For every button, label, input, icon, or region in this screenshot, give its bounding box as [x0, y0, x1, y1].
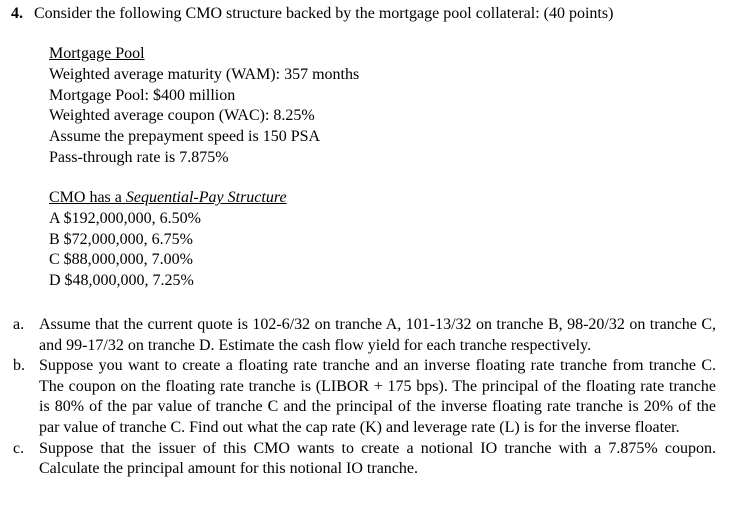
- part-b-label: b.: [13, 357, 25, 375]
- cmo-heading-structure: Sequential-Pay Structure: [125, 189, 287, 206]
- cmo-section: [49, 188, 287, 292]
- tranche-a: A $192,000,000, 6.50%: [49, 209, 201, 227]
- tranche-c: C $88,000,000, 7.00%: [49, 251, 193, 269]
- question-header: [11, 4, 613, 24]
- part-b: [13, 356, 716, 438]
- question-parts: [13, 315, 716, 480]
- tranche-b: B $72,000,000, 6.75%: [49, 230, 193, 248]
- part-a: [13, 315, 716, 356]
- mortgage-pool-line-wac: Weighted average coupon (WAC): 8.25%: [49, 107, 315, 125]
- mortgage-pool-line-psa: Assume the prepayment speed is 150 PSA: [49, 128, 321, 146]
- mortgage-pool-section: [49, 44, 359, 169]
- mortgage-pool-line-passthrough: Pass-through rate is 7.875%: [49, 148, 229, 166]
- mortgage-pool-heading: Mortgage Pool: [49, 45, 145, 62]
- mortgage-pool-line-wam: Weighted average maturity (WAM): 357 months: [49, 65, 360, 83]
- mortgage-pool-line-size: Mortgage Pool: $400 million: [49, 86, 236, 104]
- cmo-heading-prefix: CMO has a: [49, 189, 126, 206]
- part-c-text: Suppose that the issuer of this CMO wants to create a notional IO tranche with a 7.875% coupon. Calculate the principal amount for this notional IO tranche.: [39, 439, 716, 478]
- part-a-label: a.: [13, 316, 25, 333]
- part-c: [13, 439, 716, 480]
- tranche-d: D $48,000,000, 7.25%: [49, 272, 194, 290]
- part-b-text: Suppose you want to create a floating rate tranche and an inverse floating rate tranche from tranche C. The coupon on the floating rate tranche is (LIBOR + 175 bps). The principal of the floating rate tranche is 80% of the par value of tranche C and the principal of the inverse floating rate tranche is 20% of the par value of tranche C. Find out what the cap rate (K) and leverage rate (L) is for the inverse floater.: [39, 357, 716, 436]
- question-number: 4.: [11, 5, 23, 22]
- question-text: Consider the following CMO structure backed by the mortgage pool collateral: (40 points): [34, 5, 614, 22]
- part-a-text: Assume that the current quote is 102-6/32 on tranche A, 101-13/32 on tranche B, 98-20/32 on tranche C, and 99-17/32 on tranche D. Estimate the cash flow yield for each tranche respectively.: [39, 316, 716, 354]
- part-c-label: c.: [13, 439, 25, 457]
- cmo-heading: [49, 188, 287, 209]
